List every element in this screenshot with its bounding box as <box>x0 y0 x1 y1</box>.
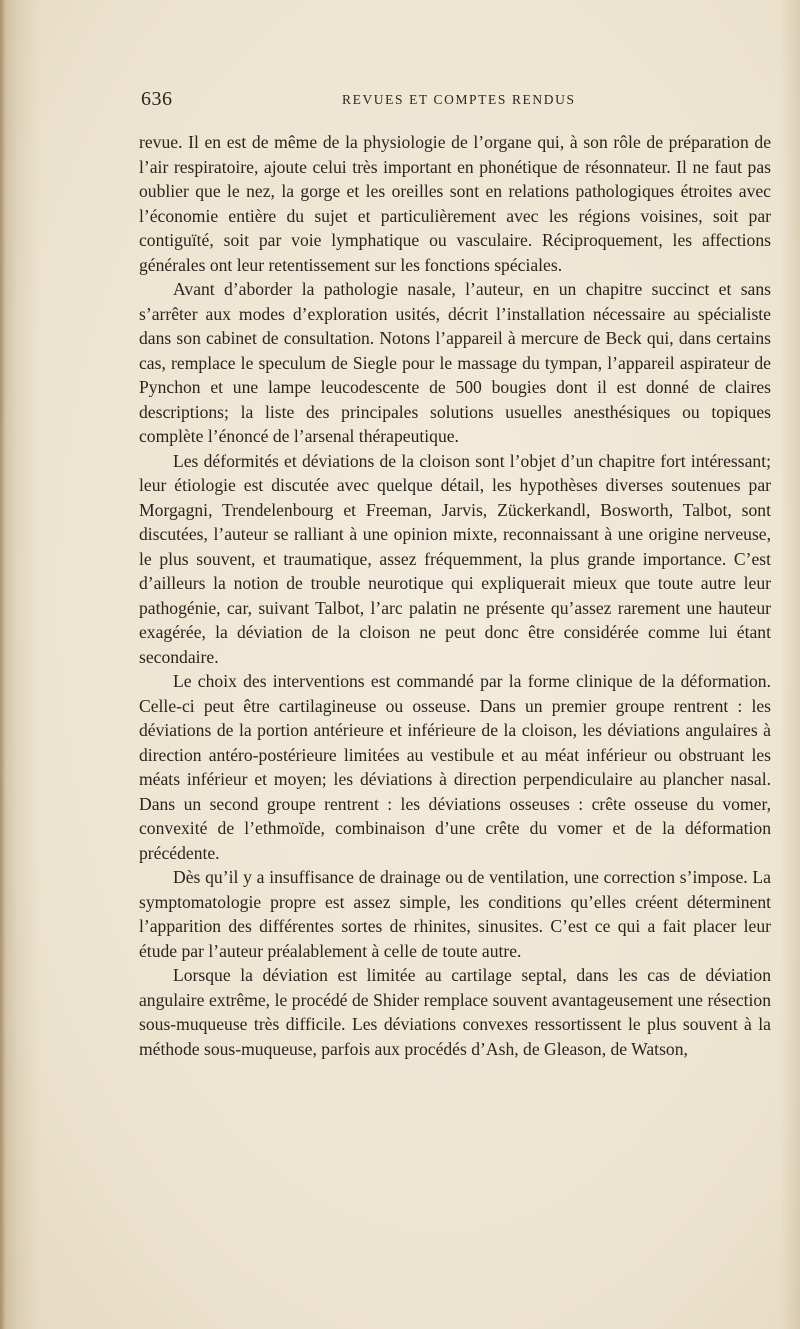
paragraph: revue. Il en est de même de la physiologie de l’organe qui, à son rôle de préparation de l’air respiratoire, ajoute celui très important en phonétique de résonnateur. Il ne faut pas oublier que le nez, la gorge et les oreilles sont en relations pathologiques étroites avec l’économie entière du sujet et particulièrement avec les régions voisines, soit par contiguïté, soit par voie lymphatique ou vasculaire. Réciproquement, les affections générales ont leur retentissement sur les fonctions spéciales. <box>139 132 771 275</box>
page-header <box>0 86 800 116</box>
paragraph: Dès qu’il y a insuffisance de drainage ou de ventilation, une correction s’impose. La symptomatologie propre est assez simple, les conditions qu’elles créent déterminent l’apparition des différentes sortes de rhinites, sinusites. C’est ce qui a fait placer leur étude par l’auteur préalablement à celle de toute autre. <box>139 867 771 961</box>
paragraph: Avant d’aborder la pathologie nasale, l’auteur, en un chapitre succinct et sans s’arrêter aux modes d’exploration usités, décrit l’installation nécessaire au spécialiste dans son cabinet de consultation. Notons l’appareil à mercure de Beck qui, dans certains cas, remplace le speculum de Siegle pour le massage du tympan, l’appareil aspirateur de Pynchon et une lampe leucodescente de 500 bougies dont il est donné de claires descriptions; la liste des principales solutions usuelles anesthésiques ou topiques complète l’énoncé de l’arsenal thérapeutique. <box>139 279 771 446</box>
paragraph: Le choix des interventions est commandé par la forme clinique de la déformation. Celle-ci peut être cartilagineuse ou osseuse. Dans un premier groupe rentrent : les déviations de la portion antérieure et inférieure de la cloison, les déviations angulaires à direction antéro-postérieure limitées au vestibule et au méat inférieur ou obstruant les méats inférieur et moyen; les déviations à direction perpendiculaire au plancher nasal. Dans un second groupe rentrent : les déviations osseuses : crête osseuse du vomer, convexité de l’ethmoïde, combinaison d’une crête du vomer et de la déformation précédente. <box>139 671 771 863</box>
binding-shadow <box>0 0 6 1329</box>
body-text <box>139 130 771 1061</box>
paragraph: Lorsque la déviation est limitée au cartilage septal, dans les cas de déviation angulaire extrême, le procédé de Shider remplace souvent avantageusement une résection sous-muqueuse très difficile. Les déviations convexes ressortissent le plus souvent à la méthode sous-muqueuse, parfois aux procédés d’Ash, de Gleason, de Watson, <box>139 965 771 1059</box>
running-head: REVUES ET COMPTES RENDUS <box>342 92 576 107</box>
page-number: 636 <box>141 88 173 110</box>
paragraph: Les déformités et déviations de la cloison sont l’objet d’un chapitre fort intéressant; leur étiologie est discutée avec quelque détail, les hypothèses diverses soutenues par Morgagni, Trendelenbourg et Freeman, Jarvis, Zückerkandl, Bosworth, Talbot, sont discutées, l’auteur se ralliant à une opinion mixte, reconnaissant à une origine nerveuse, le plus souvent, et traumatique, assez fréquemment, la plus grande importance. C’est d’ailleurs la notion de trouble neurotique qui expliquerait mieux que toute autre leur pathogénie, car, suivant Talbot, l’arc palatin ne présente qu’assez rarement une hauteur exagérée, la déviation de la cloison ne peut donc être considérée comme lui étant secondaire. <box>139 450 771 667</box>
